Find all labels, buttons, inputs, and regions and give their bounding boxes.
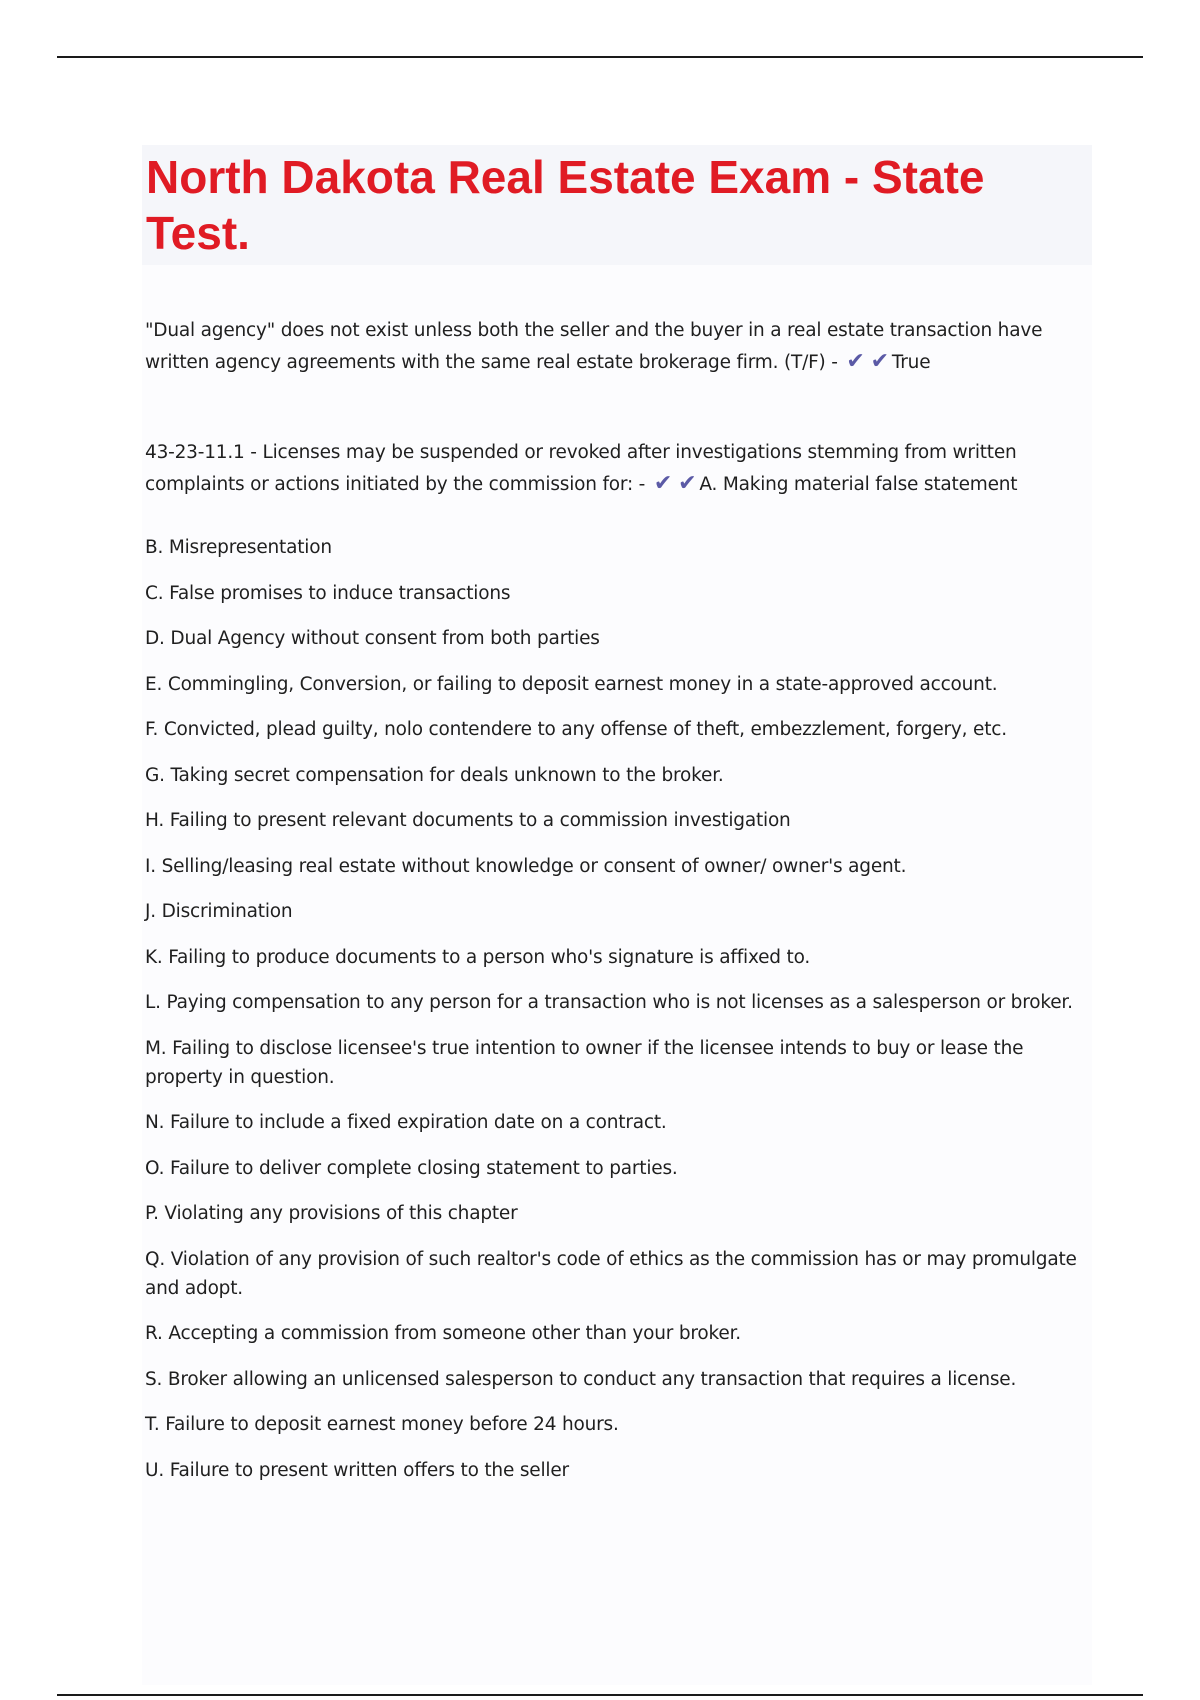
list-item: D. Dual Agency without consent from both parties xyxy=(145,628,600,649)
list-item: P. Violating any provisions of this chapter xyxy=(145,1203,518,1224)
list-item: Q. Violation of any provision of such realtor's code of ethics as the commission has or may promulgate and adopt. xyxy=(145,1248,1077,1299)
list-item: F. Convicted, plead guilty, nolo contendere to any offense of theft, embezzlement, forgery, etc. xyxy=(145,719,1007,740)
list-item: K. Failing to produce documents to a person who's signature is affixed to. xyxy=(145,946,811,968)
list-item: C. False promises to induce transactions xyxy=(145,582,511,604)
title-banner xyxy=(142,145,1092,265)
footer-rule xyxy=(57,1694,1143,1696)
list-item: T. Failure to deposit earnest money before 24 hours. xyxy=(145,1414,619,1435)
question-1-answer: True xyxy=(891,352,931,373)
check-mark-icon: ✔ xyxy=(678,471,697,496)
list-item: J. Discrimination xyxy=(145,901,293,922)
list-item: O. Failure to deliver complete closing statement to parties. xyxy=(145,1157,678,1179)
list-item: L. Paying compensation to any person for a transaction who is not licenses as a salesperson or broker. xyxy=(145,992,1073,1013)
question-2-prompt: 43-23-11.1 - Licenses may be suspended or revoked after investigations stemming from written complaints or actions initiated by the commission for: - xyxy=(145,442,1017,495)
question-1 xyxy=(145,315,1092,379)
list-item: H. Failing to present relevant documents to a commission investigation xyxy=(145,810,791,831)
list-item: I. Selling/leasing real estate without knowledge or consent of owner/ owner's agent. xyxy=(145,855,907,877)
document-title: North Dakota Real Estate Exam - State Test. xyxy=(146,151,985,259)
check-mark-icon: ✔ xyxy=(846,349,865,374)
header-rule xyxy=(57,56,1143,58)
question-2-answer: A. Making material false statement xyxy=(699,474,1018,495)
list-item: U. Failure to present written offers to the seller xyxy=(145,1459,569,1481)
list-item: E. Commingling, Conversion, or failing to deposit earnest money in a state-approved account. xyxy=(145,673,998,695)
check-mark-icon: ✔ xyxy=(653,471,673,496)
list-item: M. Failing to disclose licensee's true intention to owner if the licensee intends to buy or lease the property in question. xyxy=(145,1037,1024,1088)
list-item: B. Misrepresentation xyxy=(145,537,332,558)
question-2 xyxy=(145,437,1092,501)
list-item: N. Failure to include a fixed expiration date on a contract. xyxy=(145,1112,667,1133)
list-item: S. Broker allowing an unlicensed salesperson to conduct any transaction that requires a license. xyxy=(145,1368,1017,1390)
check-mark-icon: ✔ xyxy=(870,349,889,374)
answer-options-list xyxy=(142,533,1092,1485)
list-item: G. Taking secret compensation for deals unknown to the broker. xyxy=(145,764,724,786)
list-item: R. Accepting a commission from someone other than your broker. xyxy=(145,1323,741,1344)
question-1-prompt: "Dual agency" does not exist unless both the seller and the buyer in a real estate transaction have written agency agreements with the same real estate brokerage firm. (T/F) - xyxy=(145,320,1043,373)
document-page xyxy=(142,145,1092,1685)
